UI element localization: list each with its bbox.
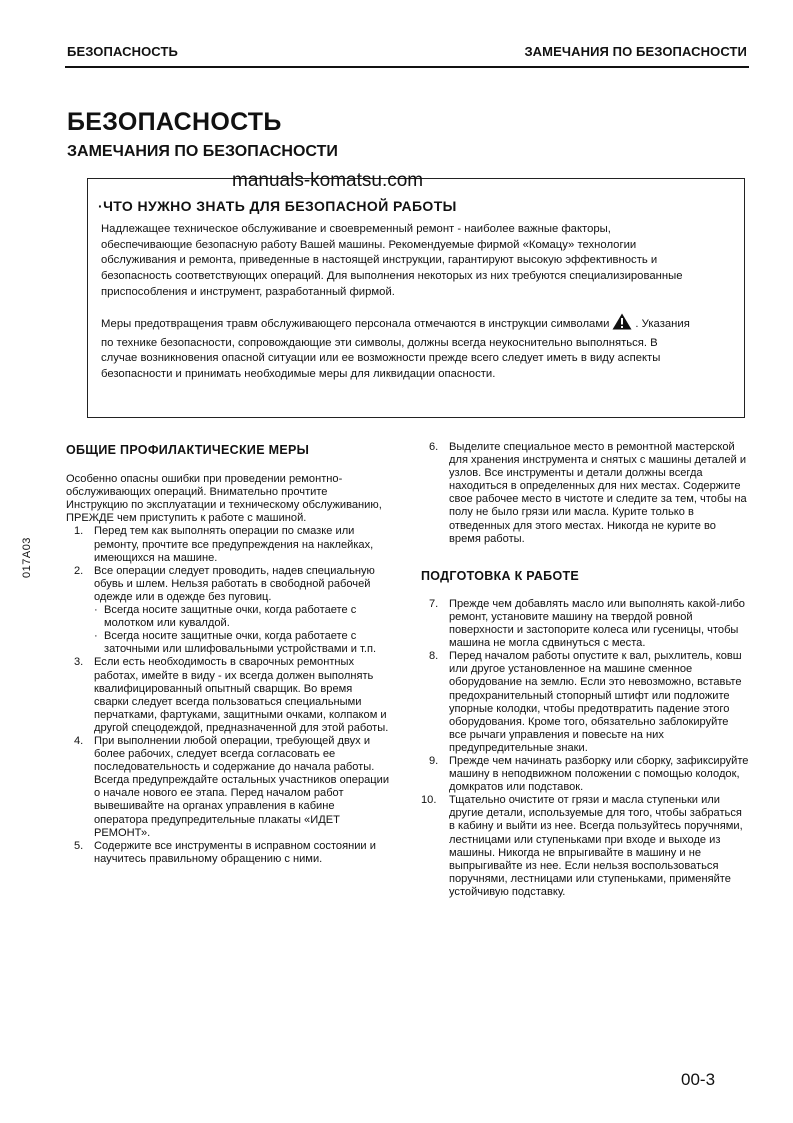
list-item: 8. Перед началом работы опустите к вал, рыхлитель, ковш или другое установленное на машине сменное оборудование на землю. Если это невозможно, вставьте предохранительный стопорный штифт или подложите упорные колодки, чтобы предотвратить падение этого оборудования. Кроме того, обязательно заблокируйте все рычаги управления и повесьте на них предупредительные знаки. [429,650,742,754]
header-rule [65,66,749,68]
running-header-left: БЕЗОПАСНОСТЬ [67,44,178,59]
list-item: 1. Перед тем как выполнять операции по смазке или ремонту, прочтите все предупреждения на наклейках, имеющихся на машине. [74,525,374,564]
list-item: 9. Прежде чем начинать разборку или сборку, зафиксируйте машину в неподвижном положении с помощью колодок, домкратов или подставок. [429,754,749,794]
section-heading-preparation: ПОДГОТОВКА К РАБОТЕ [421,568,580,583]
side-document-code: 017A03 [21,537,33,578]
list-item: 4. При выполнении любой операции, требующей двух и более рабочих, следует всегда согласовать ее последовательность и содержание до начала работы. Всегда предупреждайте остальных участников операции о начале нового ее этапа. Перед началом работ вывешивайте на органах управления в кабине оператора предупредительные плакаты «ИДЕТ РЕМОНТ». [74,734,390,839]
page-subtitle: ЗАМЕЧАНИЯ ПО БЕЗОПАСНОСТИ [67,143,338,160]
page-number: 00-3 [681,1070,716,1089]
list-item: 7. Прежде чем добавлять масло или выполнять какой-либо ремонт, установите машину на твердой ровной поверхности и застопорите колеса или гусеницы, чтобы машина не могла сдвинуться с места. [429,597,745,650]
intro-paragraph: Особенно опасны ошибки при проведении ремонтно-обслуживающих операций. Внимательно прочтите Инструкцию по эксплуатации и техническому обслуживанию, ПРЕЖДЕ чем приступить к работе с машиной. [66,473,382,525]
safety-notice-paragraph-2: Меры предотвращения травм обслуживающего персонала отмечаются в инструкции символами . Указания по технике безопасности, сопровождающие эти символы, должны всегда неукоснительно выполняться. В случае возникновения опасной ситуации или ее возможности прежде всего следует иметь в виду аспекты безопасности и принимать необходимые меры для ликвидации опасности. [101,313,697,383]
list-item: 10. Тщательно очистите от грязи и масла ступеньки или другие детали, используемые для того, чтобы забраться в кабину и выйти из нее. Всегда пользуйтесь поручнями, лестницами или ступеньками при входе и выходе из машины. Никогда не впрыгивайте в машину и не выпрыгивайте из нее. Если нельзя воспользоваться поручнями, лестницами или ступеньками, применяйте устойчивую подставку. [421,794,743,898]
list-item: 3. Если есть необходимость в сварочных ремонтных работах, имейте в виду - их всегда должен выполнять квалифицированный опытный сварщик. Во время сварки следует всегда пользоваться специальными перчатками, фартуками, защитными очками, колпаком и другой спецодеждой, предназначенной для этой работы. [74,656,389,734]
bullet-item: · Всегда носите защитные очки, когда работаете с молотком или кувалдой. [94,604,357,630]
warning-triangle-icon [612,313,632,336]
page-title: БЕЗОПАСНОСТЬ [67,108,282,136]
bullet-item: · Всегда носите защитные очки, когда работаете с заточными или шлифовальными устройствами и т.п. [94,630,377,656]
watermark-text: manuals-komatsu.com [232,170,424,191]
list-item: 6. Выделите специальное место в ремонтной мастерской для хранения инструмента и снятых с машины деталей и узлов. Все инструменты и детали должны всегда находиться в определенных для них местах. Содержите свое рабочее место в чистоте и следите за тем, чтобы на полу не было грязи или масла. Курите только в отведенных для этого местах. Никогда не курите во время работы. [429,441,747,545]
right-column [421,441,749,899]
list-item: 5. Содержите все инструменты в исправном состоянии и научитесь правильному обращению с ними. [74,839,376,865]
safety-notice-paragraph-1: Надлежащее техническое обслуживание и своевременный ремонт - наиболее важные факторы, обеспечивающие безопасную работу Вашей машины. Рекомендуемые фирмой «Комацу» технологии обслуживания и ремонта, приведенные в настоящей инструкции, гарантируют высокую эффективность и безопасность соответствующих операций. Для выполнения некоторых из них требуются специализированные приспособления и инструмент, разработанный фирмой. [101,223,683,298]
running-header-right: ЗАМЕЧАНИЯ ПО БЕЗОПАСНОСТИ [524,44,747,59]
section-heading-general-precautions: ОБЩИЕ ПРОФИЛАКТИЧЕСКИЕ МЕРЫ [66,443,310,457]
left-column [66,444,390,866]
safety-notice-heading: ·ЧТО НУЖНО ЗНАТЬ ДЛЯ БЕЗОПАСНОЙ РАБОТЫ [98,198,457,214]
list-item: 2. Все операции следует проводить, надев специальную обувь и шлем. Нельзя работать в свободной рабочей одежде или в одежде без пуговиц. · Всегда носите защитные очки, когда работаете с молотком или кувалдой. · Всегда носите защитные очки, когда работаете с заточными или шлифовальными устройствами и т.п. [66,565,390,657]
